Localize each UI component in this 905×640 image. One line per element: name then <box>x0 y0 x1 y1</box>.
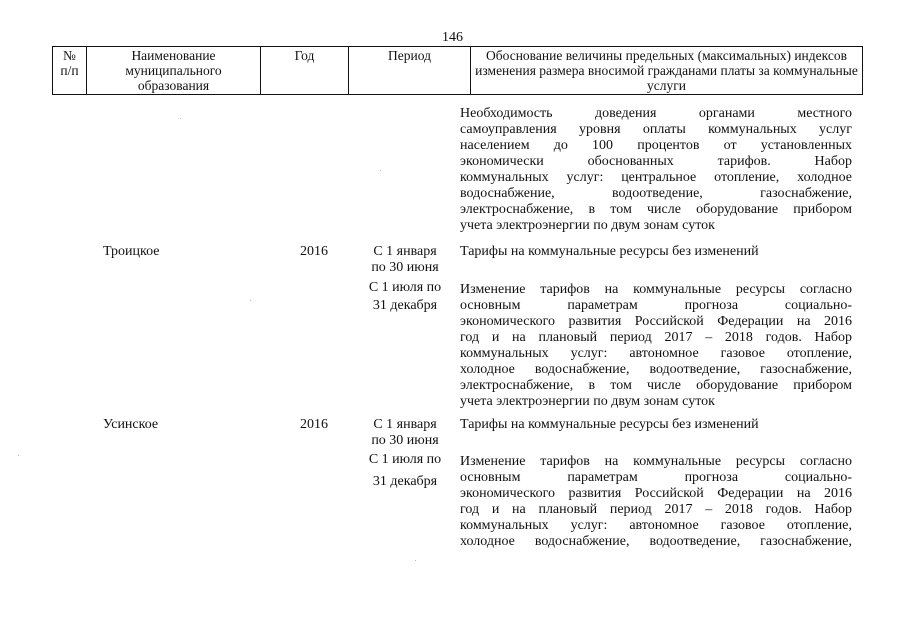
row-year: 2016 <box>300 244 328 259</box>
row-basis-first: Тарифы на коммунальные ресурсы без изменений <box>460 244 759 259</box>
scan-speck <box>18 455 19 456</box>
basis-line: экономического развития Российской Федерации на 2016 <box>460 314 852 329</box>
header-period: Период <box>349 47 471 95</box>
basis-line: год и на плановый период 2017 – 2018 годов. Набор <box>460 502 852 517</box>
period-line: С 1 июля по <box>368 452 442 467</box>
row-period-first <box>360 417 450 449</box>
period-line: С 1 января <box>373 244 437 259</box>
continuation-line: экономически обоснованных тарифов. Набор <box>460 154 852 169</box>
header-name: Наименование муниципального образования <box>87 47 261 95</box>
row-name-troitskoe: Троицкое <box>103 244 160 259</box>
basis-line: холодное водоснабжение, водоотведение, газоснабжение, <box>460 362 852 377</box>
continuation-line: самоуправления уровня оплаты коммунальных услуг <box>460 122 852 137</box>
page-number: 146 <box>442 30 463 45</box>
continuation-line: водоснабжение, водоотведение, газоснабжение, <box>460 186 852 201</box>
scan-speck <box>415 560 416 561</box>
period-line: 31 декабря <box>372 474 438 489</box>
basis-line: учета электроэнергии по двум зонам суток <box>460 394 715 409</box>
header-basis: Обоснование величины предельных (максимальных) индексов изменения размера вносимой гражданами платы за коммунальные услуги <box>471 47 863 95</box>
basis-line: основным параметрам прогноза социально- <box>460 298 852 313</box>
row-period-second <box>360 280 450 314</box>
scan-speck <box>180 118 181 119</box>
row-basis-second <box>460 282 852 410</box>
row-period-second <box>360 452 450 490</box>
row-name-usinskoe: Усинское <box>103 417 159 432</box>
scan-speck <box>380 170 381 171</box>
header-year: Год <box>261 47 349 95</box>
period-line: по 30 июня <box>371 433 439 448</box>
period-line: по 30 июня <box>371 260 439 275</box>
row-basis-second <box>460 454 852 550</box>
period-line: С 1 июля по <box>368 280 442 295</box>
row-year: 2016 <box>300 417 328 432</box>
basis-line: Изменение тарифов на коммунальные ресурсы согласно <box>460 454 852 469</box>
table-header <box>52 46 863 95</box>
basis-line: холодное водоснабжение, водоотведение, газоснабжение, <box>460 534 852 549</box>
period-line: С 1 января <box>373 417 437 432</box>
basis-line: электроснабжение, в том числе оборудование прибором <box>460 378 852 393</box>
continuation-line: коммунальных услуг: центральное отопление, холодное <box>460 170 852 185</box>
continuation-line: электроснабжение, в том числе оборудование прибором <box>460 202 852 217</box>
continuation-basis <box>460 106 852 234</box>
basis-line: основным параметрам прогноза социально- <box>460 470 852 485</box>
row-period-first <box>360 244 450 276</box>
scan-speck <box>250 300 251 301</box>
header-num: № п/п <box>53 47 87 95</box>
basis-line: Изменение тарифов на коммунальные ресурсы согласно <box>460 282 852 297</box>
row-basis-first: Тарифы на коммунальные ресурсы без изменений <box>460 417 759 432</box>
basis-line: коммунальных услуг: автономное газовое отопление, <box>460 518 852 533</box>
basis-line: год и на плановый период 2017 – 2018 годов. Набор <box>460 330 852 345</box>
continuation-line: населением до 100 процентов от установленных <box>460 138 852 153</box>
continuation-line: учета электроэнергии по двум зонам суток <box>460 218 715 233</box>
period-line: 31 декабря <box>372 298 438 313</box>
basis-line: коммунальных услуг: автономное газовое отопление, <box>460 346 852 361</box>
continuation-line: Необходимость доведения органами местного <box>460 106 852 121</box>
basis-line: экономического развития Российской Федерации на 2016 <box>460 486 852 501</box>
